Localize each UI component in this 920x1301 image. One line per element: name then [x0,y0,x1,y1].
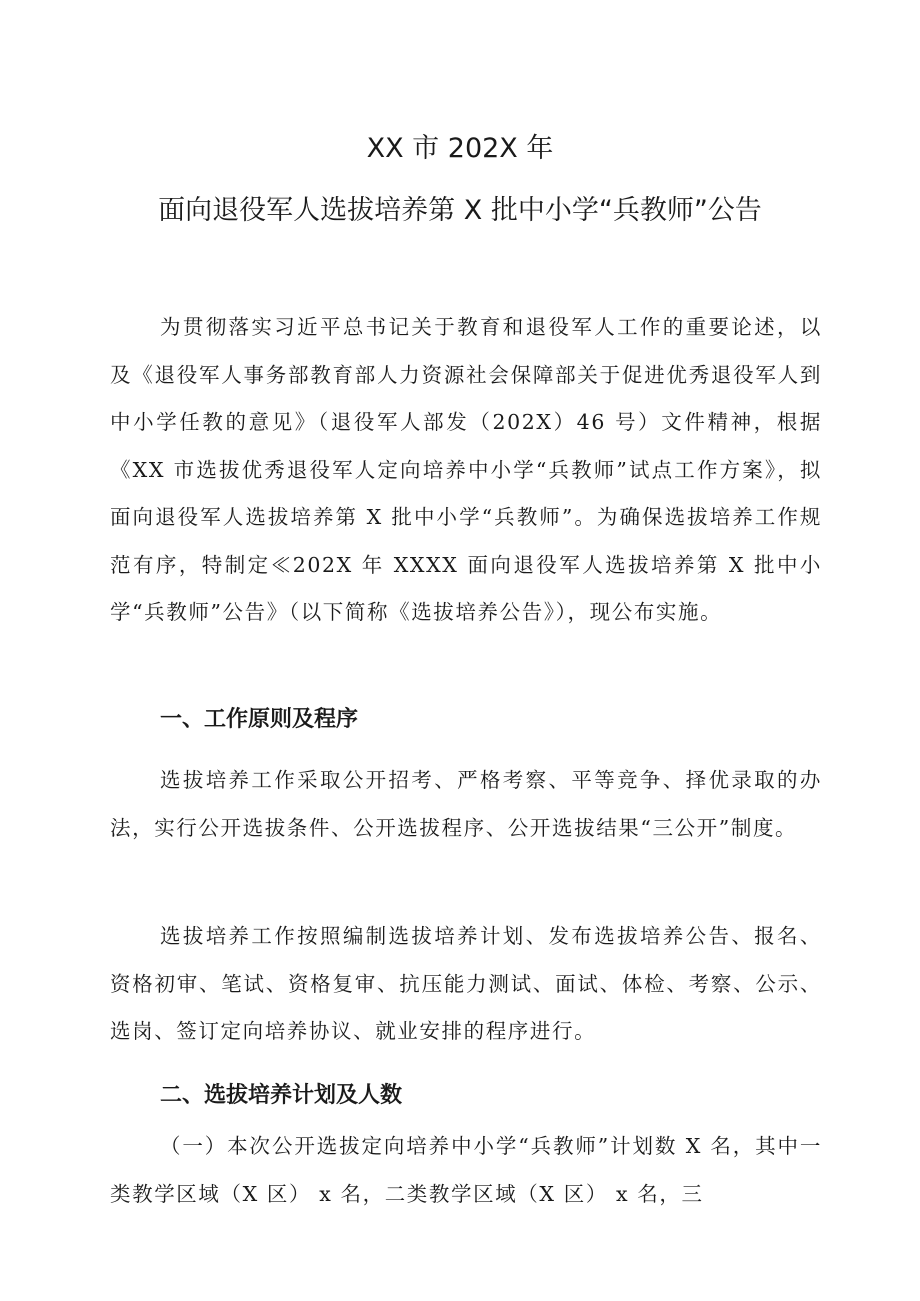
document-title-line-2: 面向退役军人选拔培养第 X 批中小学“兵教师”公告 [158,195,762,226]
document-title-line-1: XX 市 202X 年 [366,133,554,164]
section-2-paragraph-1: （一）本次公开选拔定向培养中小学“兵教师”计划数 X 名，其中一类教学区域（X 区） x 名，二类教学区域（X 区） x 名，三 [110,1134,822,1206]
section-1-paragraph-1: 选拔培养工作采取公开招考、严格考察、平等竞争、择优录取的办法，实行公开选拔条件、公开选拔程序、公开选拔结果“三公开”制度。 [110,768,822,840]
section-2-heading: 二、选拔培养计划及人数 [160,1083,403,1108]
section-1-paragraph-2: 选拔培养工作按照编制选拔培养计划、发布选拔培养公告、报名、资格初审、笔试、资格复审、抗压能力测试、面试、体检、考察、公示、选岗、签订定向培养协议、就业安排的程序进行。 [110,924,822,1043]
section-1-heading: 一、工作原则及程序 [160,707,359,732]
intro-paragraph: 为贯彻落实习近平总书记关于教育和退役军人工作的重要论述，以及《退役军人事务部教育部人力资源社会保障部关于促进优秀退役军人到中小学任教的意见》（退役军人部发（202X）46 号）文件精神，根据《XX 市选拔优秀退役军人定向培养中小学“兵教师”试点工作方案》，拟面向退役军人选拔培养第 X 批中小学“兵教师”。为确保选拔培养工作规范有序，特制定≪202X 年 XXXX 面向退役军人选拔培养第 X 批中小学“兵教师”公告》（以下简称《选拔培养公告》），现公布实施。 [110,315,822,624]
